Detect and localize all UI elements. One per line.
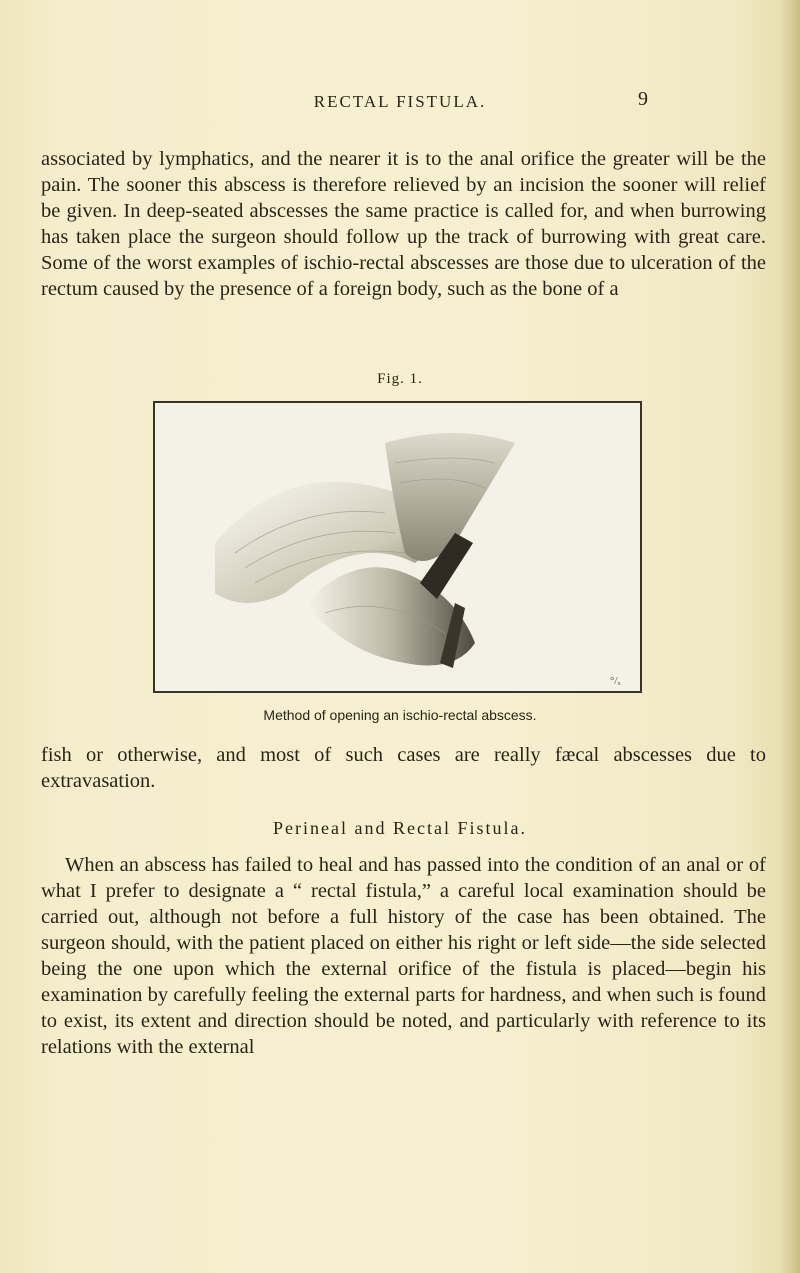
engraver-mark: °/ₓ <box>610 675 621 687</box>
figure-label: Fig. 1. <box>377 371 423 387</box>
figure-engraving <box>153 401 642 693</box>
body-paragraph-2: fish or otherwise, and most of such cases are really fæcal abscesses due to extravasation. <box>41 744 766 792</box>
engraving-illustration <box>155 403 640 691</box>
body-paragraph-1: associated by lymphatics, and the nearer it is to the anal orifice the greater will be the pain. The sooner this abscess is therefore relieved by an incision the sooner will relief be given. In deep-seated abscesses the same practice is called for, and when burrowing has taken place the surgeon should follow up the track of burrowing with great care. Some of the worst examples of ischio-rectal abscesses are those due to ulceration of the rectum caused by the presence of a foreign body, such as the bone of a <box>41 148 766 300</box>
section-heading: Perineal and Rectal Fistula. <box>273 818 527 838</box>
body-paragraph-3: When an abscess has failed to heal and has passed into the condition of an anal or of what I prefer to designate a “ rectal fistula,” a careful local examination should be carried out, although not before a full history of the case has been obtained. The surgeon should, with the patient placed on either his right or left side—the side selected being the one upon which the external orifice of the fistula is placed—begin his examination by carefully feeling the external parts for hardness, and when such is found to exist, its extent and direction should be noted, and particularly with reference to its relations with the external <box>41 854 766 1058</box>
page-number: 9 <box>638 88 648 110</box>
page-edge <box>778 0 800 1273</box>
figure-caption: Method of opening an ischio-rectal abscess. <box>263 707 537 723</box>
running-title: RECTAL FISTULA. <box>313 92 487 111</box>
